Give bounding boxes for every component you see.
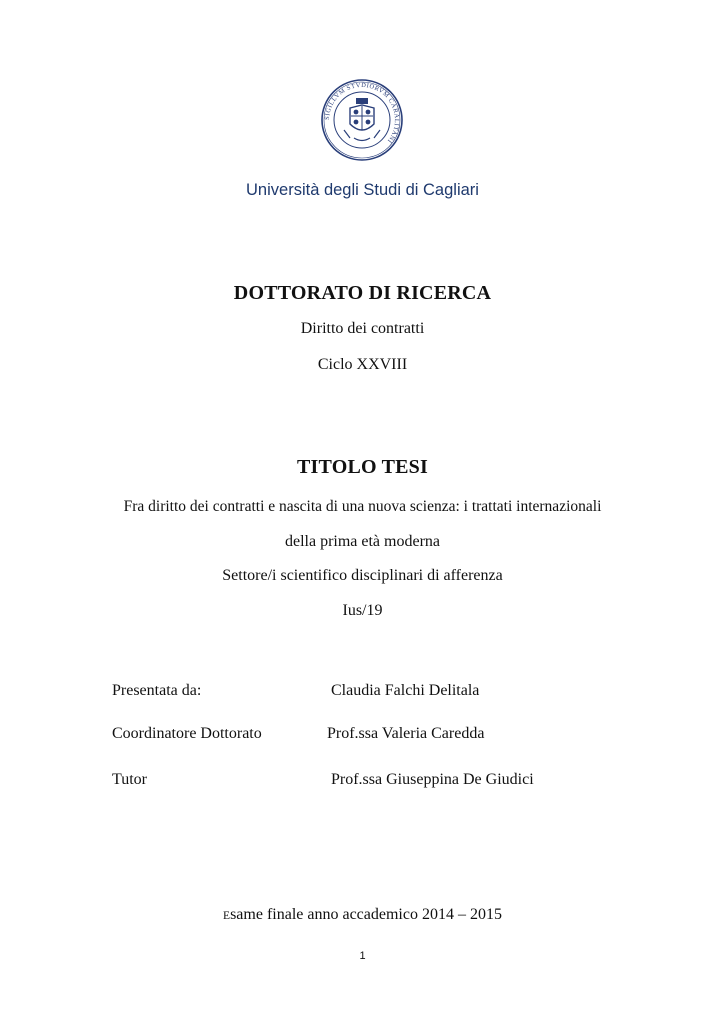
page-number: 1 bbox=[359, 950, 366, 962]
seal-ring-text: SIGILLVM STVDIORVM CARALITANI bbox=[323, 81, 401, 145]
name-coordinator: Prof.ssa Valeria Caredda bbox=[327, 725, 485, 742]
exam-initial: E bbox=[223, 910, 231, 922]
thesis-sector-code: Ius/19 bbox=[342, 602, 383, 619]
role-tutor: Tutor bbox=[112, 771, 147, 788]
program-cycle: Ciclo XXVIII bbox=[317, 356, 408, 373]
program-title: DOTTORATO DI RICERCA bbox=[233, 282, 492, 304]
role-coordinator: Coordinatore Dottorato bbox=[112, 725, 262, 742]
exam-line bbox=[0, 906, 725, 924]
name-candidate: Claudia Falchi Delitala bbox=[331, 682, 480, 699]
thesis-heading: TITOLO TESI bbox=[297, 456, 428, 478]
thesis-sector-label: Settore/i scientifico disciplinari di afferenza bbox=[222, 567, 503, 584]
thesis-title-line1: Fra diritto dei contratti e nascita di una nuova scienza: i trattati internazionali bbox=[123, 498, 602, 515]
program-course: Diritto dei contratti bbox=[300, 320, 425, 337]
university-name: Università degli Studi di Cagliari bbox=[246, 181, 479, 199]
university-seal-icon bbox=[320, 78, 404, 162]
thesis-title-line2: della prima età moderna bbox=[284, 533, 441, 550]
name-tutor: Prof.ssa Giuseppina De Giudici bbox=[331, 771, 534, 788]
role-presented-by: Presentata da: bbox=[112, 682, 202, 699]
exam-text: same finale anno accademico 2014 – 2015 bbox=[230, 906, 502, 923]
